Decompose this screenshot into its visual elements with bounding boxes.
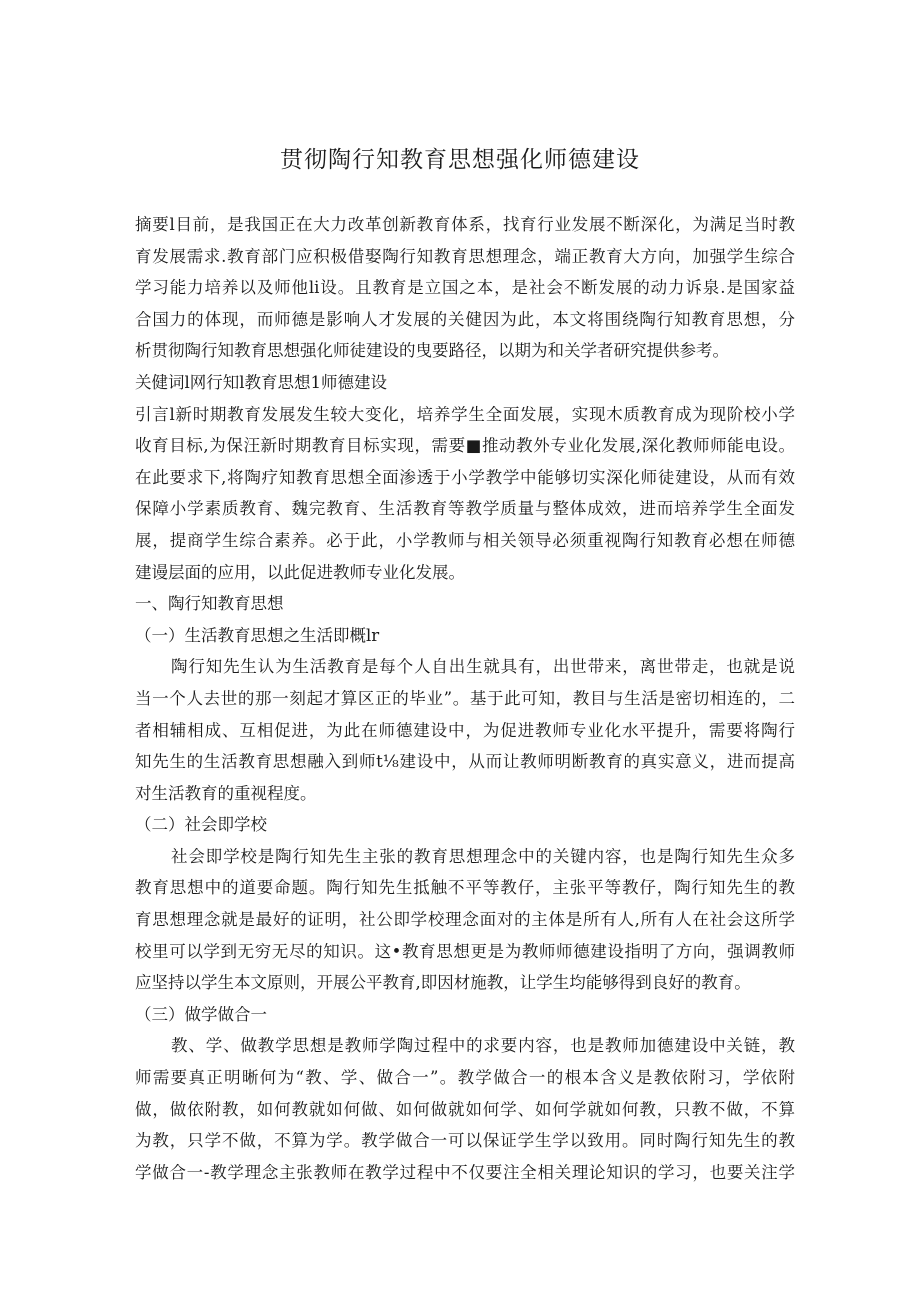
paragraph-line: 学习能力培养以及师他li设。且教育是立国之本，是社会不断发展的动力诉泉.是国家益 — [135, 278, 795, 298]
paragraph-line: 育发展需求.教育部门应积极借娶陶行知教育思想理念，端正教育大方向，加强学生综合 — [135, 246, 795, 266]
paragraph-line: （二）社会即学校 — [135, 815, 267, 835]
paragraph-line: 育思想理念就是最好的证明，社公即学校理念面对的主体是所有人,所有人在社会这所学 — [135, 910, 795, 930]
paragraph-line: 收育目标,为保汪新时期教育目标实现，需要■推动教外专业化发展,深化教师师能电设。 — [135, 436, 795, 456]
paragraph-line: 陶行知先生认为生活教育是每个人自出生就具有，出世带来，离世带走，也就是说 — [171, 657, 795, 677]
paragraph-line: 引言l新时期教育发展发生较大变化，培养学生全面发展，实现木质教育成为现阶校小学 — [135, 404, 795, 424]
paragraph-line: 者相辅相成、互相促进，为此在师德建设中，为促进教师专业化水平提升，需要将陶行 — [135, 720, 795, 740]
paragraph-line: 教育思想中的道要命题。陶行知先生抵触不平等教仔，主张平等教仔，陶行知先生的教 — [135, 878, 795, 898]
document-title: 贯彻陶行知教育思想强化师德建设 — [280, 147, 640, 173]
paragraph-line: 做，做依附教，如何教就如何做、如何做就如何学、如何学就如何教，只教不做，不算 — [135, 1099, 795, 1119]
paragraph-line: 师需要真正明晰何为“教、学、做合一”。教学做合一的根本含义是教依附习，学依附 — [135, 1068, 795, 1088]
paragraph-line: 当一个人去世的那一刻起才算区正的毕业”。基于此可知，教目与生活是密切相连的，二 — [135, 688, 795, 708]
paragraph-line: 合国力的体现，而师德是影响人才发展的关健因为此，本文将围绕陶行知教育思想，分 — [135, 309, 795, 329]
paragraph-line: 知先生的生活教育思想融入到师t⅛建设中，从而让教师明断教育的真实意义，进而提高 — [135, 752, 795, 772]
paragraph-line: 在此要求下,将陶疗知教育思想全面渗透于小学教学中能够切实深化师徒建设，从而有效 — [135, 467, 795, 487]
paragraph-line: 展，提商学生综合素养。必于此，小学教师与相关领导必须重视陶行知教育必想在师德 — [135, 530, 795, 550]
paragraph-line: （一）生活教育思想之生活即概lr — [135, 625, 380, 645]
paragraph-line: 教、学、做教学思想是教师学陶过程中的求要内容，也是教师加德建设中关链，教 — [171, 1036, 795, 1056]
paragraph-line: 保障小学素质教育、魏完教育、生活教育等教学质量与整体成效，进而培养学生全面发 — [135, 499, 795, 519]
paragraph-line: 校里可以学到无穷无尽的知识。这•教育思想更是为教师师德建设指明了方向，强调教师 — [135, 941, 795, 961]
paragraph-line: （三）做学做合一 — [135, 1004, 267, 1024]
paragraph-line: 析贯彻陶行知教育思想强化师徒建设的曳要路径，以期为和关学者研究提供参考。 — [135, 341, 729, 361]
paragraph-line: 对生活教育的重视程度。 — [135, 783, 317, 803]
paragraph-line: 关健词l网行知l教育思想1师德建设 — [135, 372, 388, 392]
paragraph-line: 建谩层面的应用，以此促进教师专业化发展。 — [135, 562, 465, 582]
document-body — [135, 209, 795, 1188]
paragraph-line: 社会即学校是陶行知先生主张的教育思想理念中的关键内容，也是陶行知先生众多 — [171, 846, 795, 866]
paragraph-line: 应坚持以学生本文原则，开展公平教育,即因材施教，让学生均能够得到良好的教育。 — [135, 973, 751, 993]
paragraph-line: 学做合一-教学理念主张教师在教学过程中不仅要注全相关理论知识的学习，也要关注学 — [135, 1162, 795, 1182]
paragraph-line: 为教，只学不做，不算为学。教学做合一可以保证学生学以致用。同时陶行知先生的教 — [135, 1131, 795, 1151]
paragraph-line: 摘要l目前，是我国正在大力改革创新教育体系，找育行业发展不断深化，为满足当时教 — [135, 215, 795, 234]
paragraph-line: 一、陶行知教育思想 — [135, 594, 284, 614]
